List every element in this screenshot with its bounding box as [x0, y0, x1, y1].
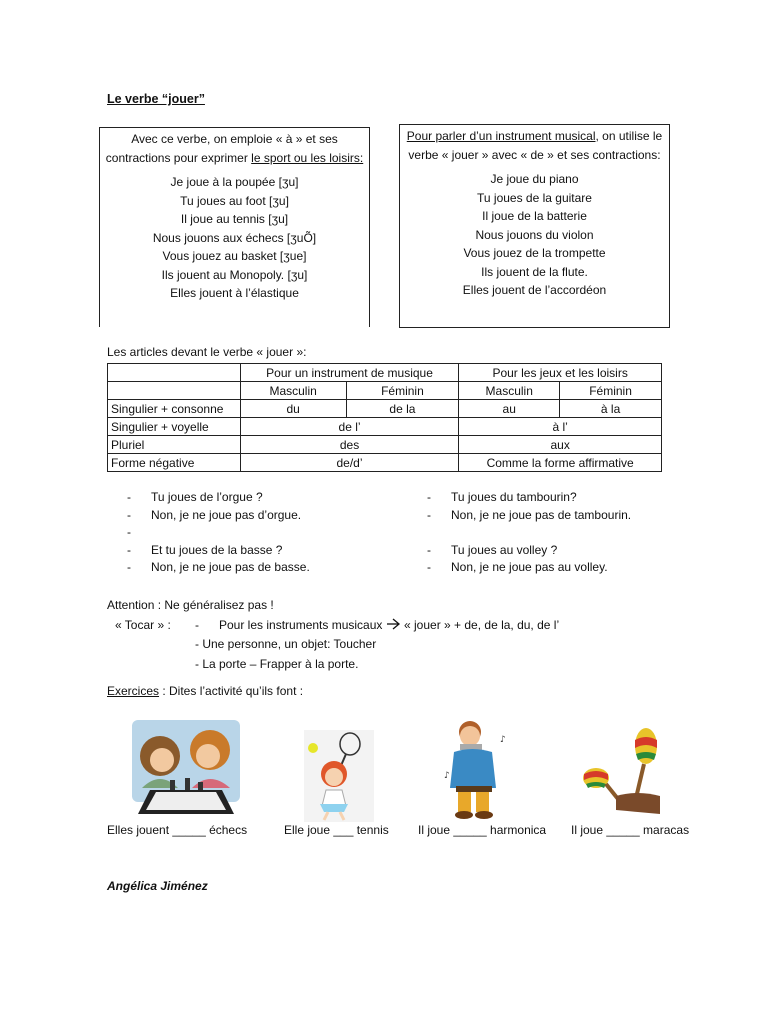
- exercices-heading: [107, 684, 303, 698]
- table-cell: [108, 364, 241, 382]
- table-group-header: Pour les jeux et les loisirs: [459, 364, 662, 382]
- chess-players-image: [130, 718, 242, 821]
- example-line: Tu joues au foot [ʒu]: [180, 193, 289, 208]
- tocar-label: « Tocar » :: [115, 617, 171, 632]
- table-row: [108, 436, 662, 454]
- table-sub-header: Féminin: [346, 382, 459, 400]
- example-line: Je joue à la poupée [ʒu]: [170, 175, 299, 189]
- intro-underlined: Pour parler d’un instrument musical: [406, 129, 596, 143]
- rule-line: [107, 655, 359, 675]
- box-sport-loisirs: [99, 127, 370, 327]
- dialogue-line: Non, je ne joue pas de basse.: [151, 560, 310, 574]
- list-item: [427, 543, 631, 561]
- dialogue-left: [127, 490, 310, 578]
- table-row: [108, 364, 662, 382]
- table-sub-header: Masculin: [240, 382, 346, 400]
- table-cell: à la: [560, 400, 662, 418]
- table-cell: aux: [459, 436, 662, 454]
- dash-bullet: -: [127, 542, 131, 557]
- dialogue-line: Et tu joues de la basse ?: [151, 542, 283, 557]
- dash-bullet: -: [195, 617, 199, 632]
- table-cell: Comme la forme affirmative: [459, 454, 662, 472]
- dash-bullet: -: [427, 490, 431, 504]
- row-label: Singulier + consonne: [108, 400, 241, 418]
- articles-table: [107, 363, 662, 472]
- list-item: [127, 490, 310, 508]
- table-sub-header: Masculin: [459, 382, 560, 400]
- table-cell: du: [240, 400, 346, 418]
- list-item: [427, 490, 631, 508]
- dialogue-line: Non, je ne joue pas au volley.: [451, 560, 608, 574]
- table-group-header: Pour un instrument de musique: [240, 364, 459, 382]
- author-name: Angélica Jiménez: [107, 879, 208, 893]
- example-line: Il joue de la batterie: [482, 209, 587, 223]
- example-line: Je joue du piano: [490, 172, 579, 186]
- table-cell: [108, 382, 241, 400]
- table-row: [108, 454, 662, 472]
- caption-maracas: Il joue _____ maracas: [571, 823, 690, 837]
- arrow-right-icon: [387, 617, 401, 637]
- table-cell: de l’: [240, 418, 459, 436]
- caption-chess: Elles jouent _____ échecs: [107, 823, 248, 837]
- table-cell: des: [240, 436, 459, 454]
- dash-bullet: -: [127, 525, 131, 539]
- intro-text: Avec ce verbe, on emploie « à » et ses contractions pour exprimer: [105, 132, 338, 165]
- example-line: Nous jouons du violon: [475, 227, 594, 242]
- svg-text:♪: ♪: [444, 771, 450, 781]
- example-line: Ils jouent au Monopoly. [ʒu]: [161, 267, 308, 282]
- example-line: Ils jouent de la flute.: [481, 264, 588, 279]
- tocar-rule-line: [107, 616, 560, 636]
- attention-block: [107, 596, 560, 674]
- list-item: [127, 508, 310, 526]
- dash-bullet: -: [127, 507, 131, 522]
- dialogue-line: Tu joues du tambourin?: [451, 490, 577, 504]
- maracas-image: [578, 724, 660, 823]
- dialogue-line: Non, je ne joue pas de tambourin.: [451, 507, 632, 522]
- dialogue-right: [427, 490, 631, 578]
- rule-text: « jouer » + de, de la, du, de l’: [404, 617, 560, 632]
- dash-bullet: -: [127, 560, 131, 574]
- list-item: [427, 560, 631, 578]
- svg-text:♪: ♪: [500, 735, 506, 745]
- harmonica-man-image: [440, 718, 514, 825]
- exercices-text: : Dites l’activité qu’ils font :: [159, 684, 304, 698]
- dash-bullet: -: [427, 560, 431, 574]
- table-row: [108, 382, 662, 400]
- example-line: Vous jouez au basket [ʒue]: [162, 249, 307, 263]
- table-sub-header: Féminin: [560, 382, 662, 400]
- table-cell: de/d’: [240, 454, 459, 472]
- rule-text: - Une personne, un objet: Toucher: [195, 637, 377, 651]
- row-label: Singulier + voyelle: [108, 418, 241, 436]
- table-cell: à l’: [459, 418, 662, 436]
- dialogue-line: Non, je ne joue pas d’orgue.: [151, 507, 302, 522]
- articles-heading: Les articles devant le verbe « jouer »:: [107, 345, 307, 359]
- attention-line: Attention : Ne généralisez pas !: [107, 598, 274, 612]
- list-spacer: [427, 525, 631, 543]
- example-line: Vous jouez de la trompette: [463, 246, 606, 260]
- example-line: Elles jouent à l’élastique: [170, 286, 299, 300]
- example-line: Il joue au tennis [ʒu]: [180, 212, 289, 226]
- rule-line: [107, 635, 377, 655]
- exercices-label: Exercices: [107, 684, 160, 698]
- example-line: Nous jouons aux échecs [ʒuÕ]: [152, 230, 317, 245]
- row-label: Forme négative: [108, 454, 241, 472]
- caption-tennis: Elle joue ___ tennis: [284, 823, 389, 837]
- box-instrument-musical: [399, 124, 670, 328]
- intro-underlined: le sport ou les loisirs:: [251, 150, 364, 165]
- dash-bullet: -: [127, 490, 131, 504]
- dash-bullet: -: [427, 507, 431, 522]
- list-item: [127, 560, 310, 578]
- row-label: Pluriel: [108, 436, 241, 454]
- tennis-girl-image: [304, 730, 374, 825]
- table-cell: de la: [346, 400, 459, 418]
- dash-bullet: -: [427, 542, 431, 557]
- list-item: [427, 508, 631, 526]
- rule-text: Pour les instruments musicaux: [219, 617, 383, 632]
- box-right-intro: [400, 127, 669, 164]
- page-title: Le verbe “jouer”: [107, 92, 205, 106]
- rule-text: - La porte – Frapper à la porte.: [195, 656, 359, 671]
- dialogue-line: Tu joues de l’orgue ?: [151, 490, 263, 504]
- list-item: [127, 543, 310, 561]
- list-item: [127, 525, 310, 543]
- box-left-intro: [100, 130, 369, 167]
- table-row: [108, 418, 662, 436]
- intro-text: , on utilise le verbe « jouer » avec « de » et ses contractions:: [408, 129, 663, 162]
- example-line: Elles jouent de l’accordéon: [462, 283, 607, 297]
- example-line: Tu joues de la guitare: [477, 190, 592, 205]
- table-row: [108, 400, 662, 418]
- table-cell: au: [459, 400, 560, 418]
- caption-harmonica: Il joue _____ harmonica: [418, 823, 547, 837]
- dialogue-line: Tu joues au volley ?: [451, 542, 558, 557]
